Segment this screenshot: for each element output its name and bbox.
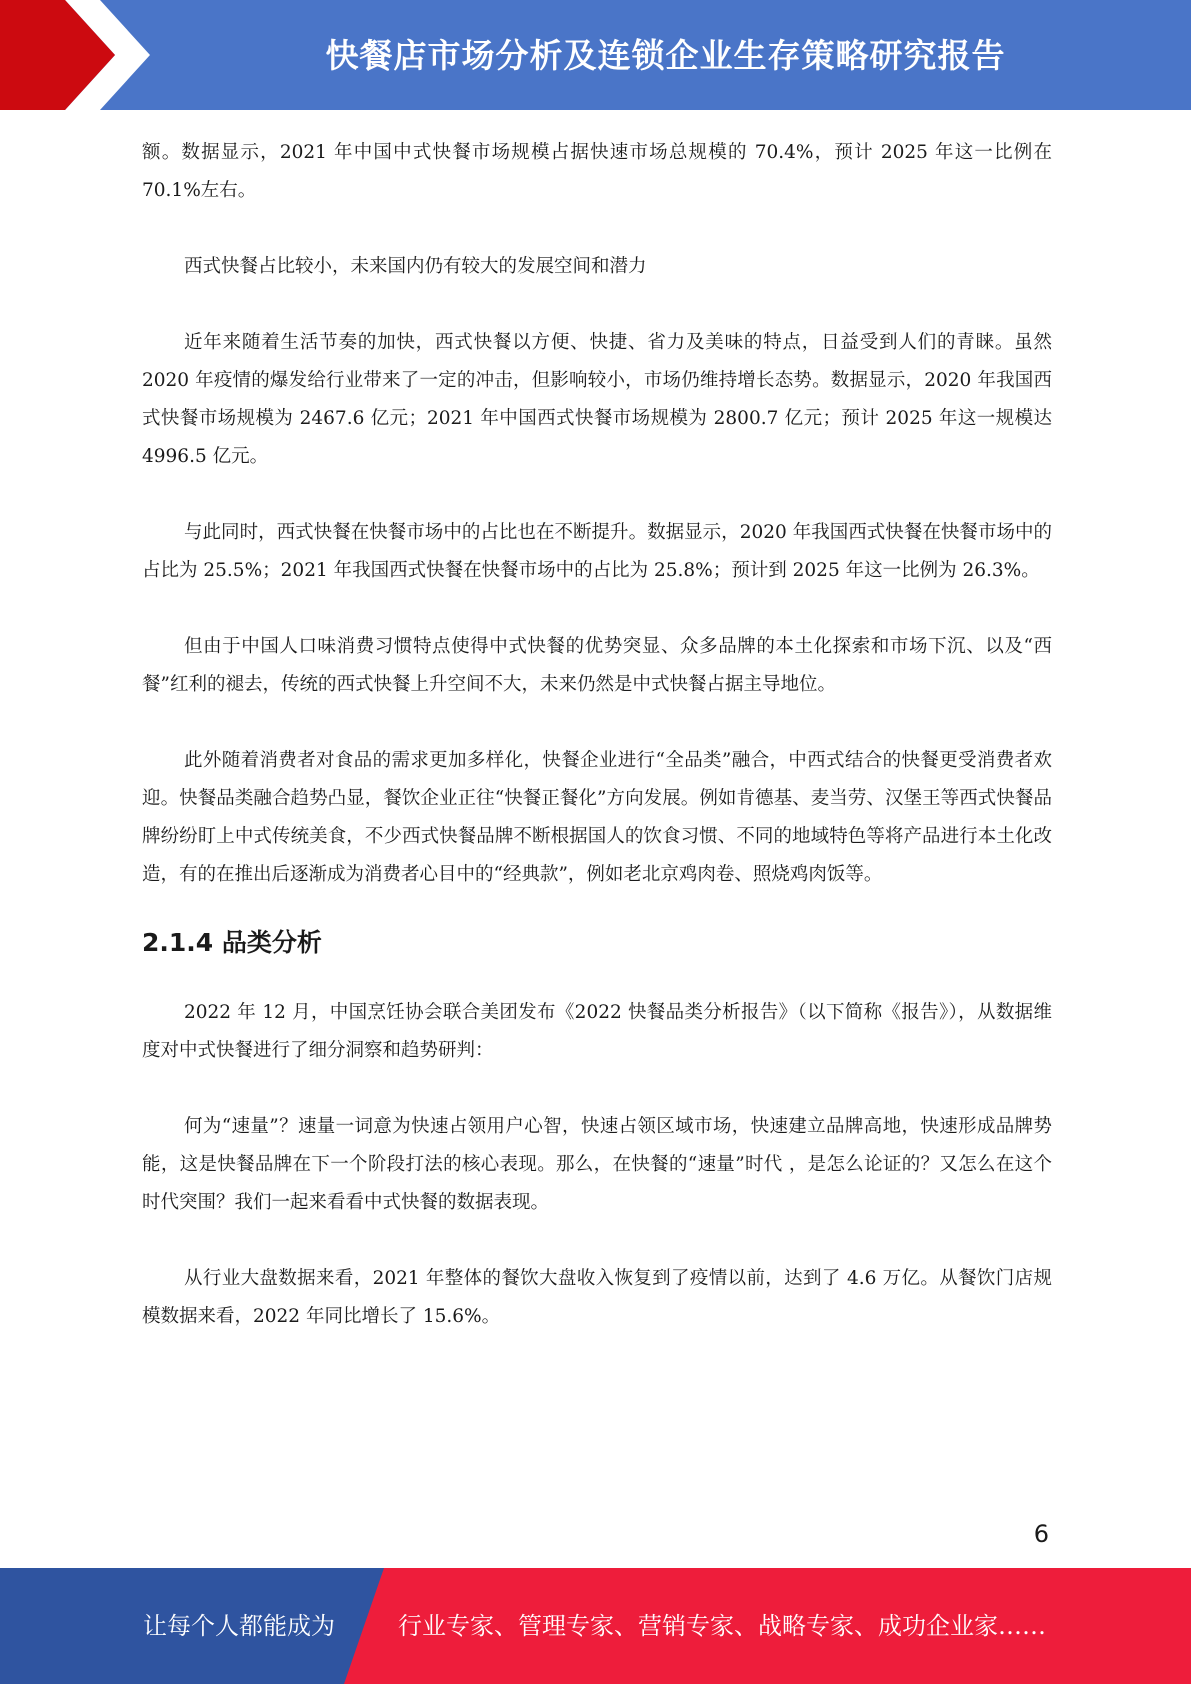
page-footer — [0, 1568, 1191, 1684]
page-number: 6 — [1033, 1520, 1049, 1548]
document-body — [142, 134, 1052, 1336]
paragraph: 何为“速量”？速量一词意为快速占领用户心智，快速占领区域市场，快速建立品牌高地，快速形成品牌势能，这是快餐品牌在下一个阶段打法的核心表现。那么，在快餐的“速量”时代 ，是怎么论证的？又怎么在这个时代突围？我们一起来看看中式快餐的数据表现。 — [142, 1116, 1052, 1213]
paragraph: 与此同时，西式快餐在快餐市场中的占比也在不断提升。数据显示，2020 年我国西式快餐在快餐市场中的占比为 25.5%；2021 年我国西式快餐在快餐市场中的占比为 25.8%；预计到 2025 年这一比例为 26.3%。 — [142, 522, 1052, 581]
footer-slogan-left: 让每个人都能成为 — [143, 1612, 335, 1640]
footer-slogan-right: 行业专家、管理专家、营销专家、战略专家、成功企业家…… — [398, 1612, 1046, 1640]
paragraph: 近年来随着生活节奏的加快，西式快餐以方便、快捷、省力及美味的特点，日益受到人们的青睐。虽然 2020 年疫情的爆发给行业带来了一定的冲击，但影响较小，市场仍维持增长态势。数据显示，2020 年我国西式快餐市场规模为 2467.6 亿元；2021 年中国西式快餐市场规模为 2800.7 亿元；预计 2025 年这一规模达 4996.5 亿元。 — [142, 332, 1052, 467]
page-header — [0, 0, 1191, 110]
subheading-paragraph: 西式快餐占比较小，未来国内仍有较大的发展空间和潜力 — [184, 256, 647, 277]
header-title: 快餐店市场分析及连锁企业生存策略研究报告 — [325, 36, 1006, 75]
paragraph: 但由于中国人口味消费习惯特点使得中式快餐的优势突显、众多品牌的本土化探索和市场下沉、以及“西餐”红利的褪去，传统的西式快餐上升空间不大，未来仍然是中式快餐占据主导地位。 — [142, 636, 1052, 695]
paragraph: 2022 年 12 月，中国烹饪协会联合美团发布《2022 快餐品类分析报告》（以下简称《报告》），从数据维度对中式快餐进行了细分洞察和趋势研判： — [142, 1002, 1052, 1061]
paragraph: 额。数据显示，2021 年中国中式快餐市场规模占据快速市场总规模的 70.4%，预计 2025 年这一比例在 70.1%左右。 — [142, 142, 1052, 201]
paragraph: 此外随着消费者对食品的需求更加多样化，快餐企业进行“全品类”融合，中西式结合的快餐更受消费者欢迎。快餐品类融合趋势凸显，餐饮企业正往“快餐正餐化”方向发展。例如肯德基、麦当劳、汉堡王等西式快餐品牌纷纷盯上中式传统美食，不少西式快餐品牌不断根据国人的饮食习惯、不同的地域特色等将产品进行本土化改造，有的在推出后逐渐成为消费者心目中的“经典款”，例如老北京鸡肉卷、照烧鸡肉饭等。 — [142, 750, 1052, 885]
section-heading: 2.1.4 品类分析 — [142, 928, 322, 957]
paragraph: 从行业大盘数据来看，2021 年整体的餐饮大盘收入恢复到了疫情以前，达到了 4.6 万亿。从餐饮门店规模数据来看，2022 年同比增长了 15.6%。 — [142, 1268, 1052, 1327]
